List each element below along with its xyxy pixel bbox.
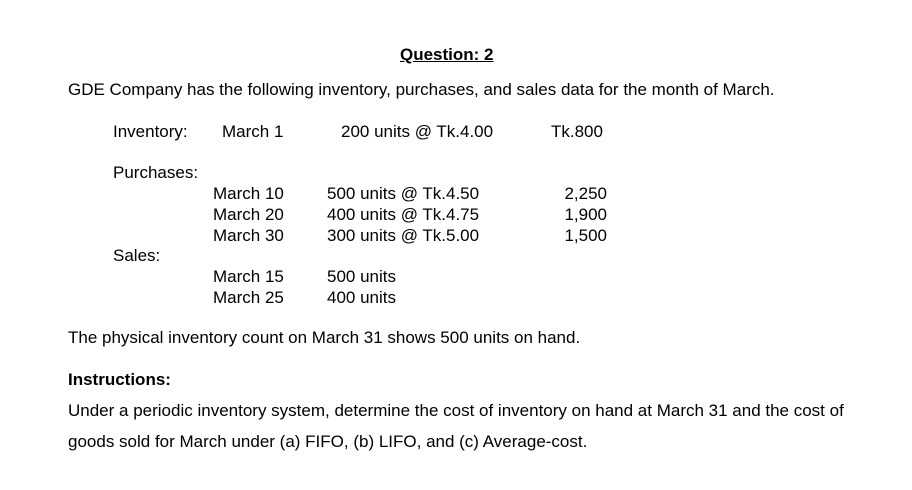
inventory-label: Inventory: <box>113 122 188 141</box>
sale-date: March 15 <box>213 267 284 286</box>
purchase-units: 500 units @ Tk.4.50 <box>327 184 480 203</box>
question-title: Question: 2 <box>400 45 494 64</box>
purchase-date: March 30 <box>213 226 284 245</box>
physical-count-text: The physical inventory count on March 31 shows 500 units on hand. <box>68 328 581 347</box>
sale-date: March 25 <box>213 288 284 307</box>
sale-units: 400 units <box>327 288 396 307</box>
purchase-amount: 2,250 <box>564 184 607 203</box>
intro-text: GDE Company has the following inventory, purchases, and sales data for the month of March. <box>68 80 775 99</box>
sales-label: Sales: <box>113 246 161 265</box>
purchase-amount: 1,900 <box>564 205 607 224</box>
instructions-text: Under a periodic inventory system, determine the cost of inventory on hand at March 31 and the cost of goods sold for March under (a) FIFO, (b) LIFO, and (c) Average-cost. <box>68 401 844 451</box>
purchase-date: March 10 <box>213 184 284 203</box>
inventory-units: 200 units @ Tk.4.00 <box>341 122 494 141</box>
purchase-amount: 1,500 <box>564 226 607 245</box>
purchase-date: March 20 <box>213 205 284 224</box>
purchase-units: 400 units @ Tk.4.75 <box>327 205 480 224</box>
inventory-amount: Tk.800 <box>551 122 603 141</box>
inventory-date: March 1 <box>222 122 284 141</box>
instructions-heading: Instructions: <box>68 370 171 389</box>
purchase-units: 300 units @ Tk.5.00 <box>327 226 480 245</box>
purchases-label: Purchases: <box>113 163 199 182</box>
sale-units: 500 units <box>327 267 396 286</box>
